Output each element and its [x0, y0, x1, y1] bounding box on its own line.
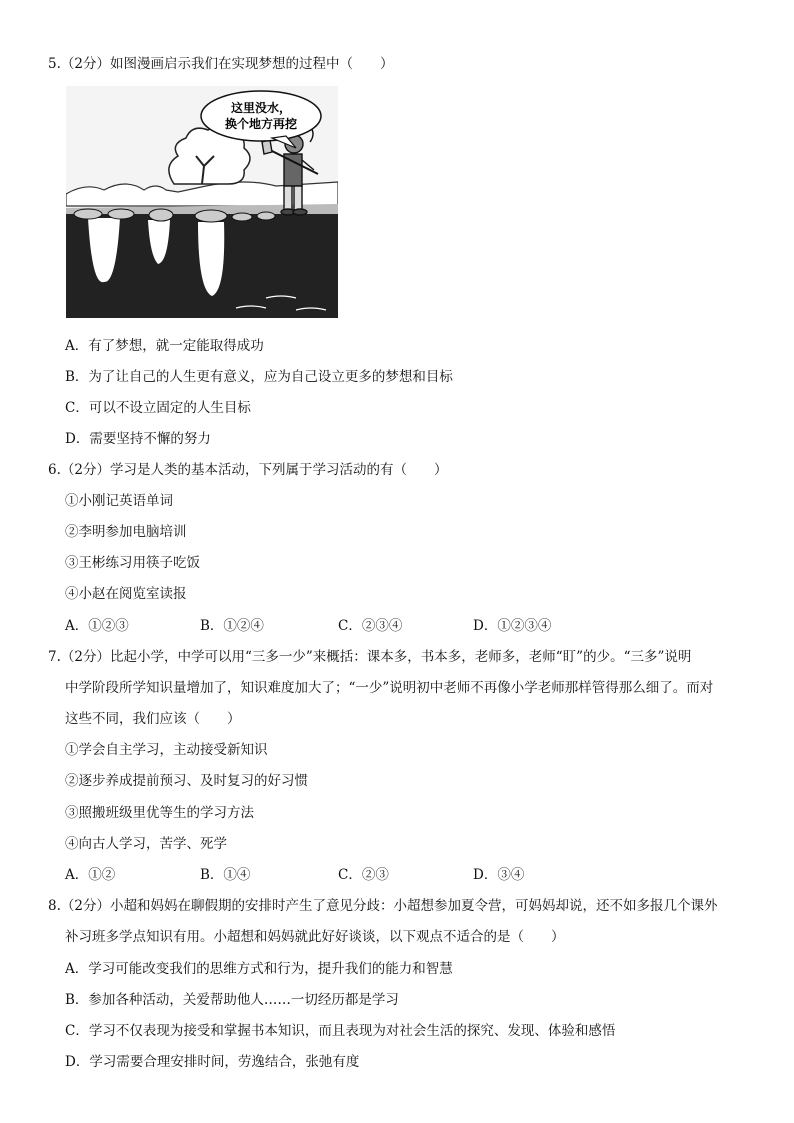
q6-option-a: A．①②③ — [65, 618, 129, 634]
q7-options-row — [65, 866, 765, 884]
q7-item-4: ④向古人学习，苦学、死学 — [65, 836, 227, 852]
q5-option-d: D．需要坚持不懈的努力 — [65, 431, 211, 447]
q8-option-a: A．学习可能改变我们的思维方式和行为，提升我们的能力和智慧 — [65, 961, 453, 977]
q7-option-a: A．①② — [65, 867, 116, 883]
q8-option-c: C．学习不仅表现为接受和掌握书本知识，而且表现为对社会生活的探究、发现、体验和感悟 — [65, 1023, 616, 1039]
q6-item-2: ②李明参加电脑培训 — [65, 524, 187, 540]
q7-option-d: D．③④ — [473, 867, 525, 883]
q8-option-b: B．参加各种活动，关爱帮助他人……一切经历都是学习 — [65, 992, 399, 1008]
q7-item-2: ②逐步养成提前预习、及时复习的好习惯 — [65, 773, 308, 789]
q5-stem: 5.（2分）如图漫画启示我们在实现梦想的过程中（ ） — [48, 56, 394, 72]
q6-item-3: ③王彬练习用筷子吃饭 — [65, 555, 200, 571]
q7-stem-line-1: 7.（2分）比起小学，中学可以用“三多一少”来概括：课本多，书本多，老师多，老师“盯”的少。“三多”说明 — [48, 649, 692, 665]
q6-stem: 6.（2分）学习是人类的基本活动，下列属于学习活动的有（ ） — [48, 462, 448, 478]
q6-options-row — [65, 617, 765, 635]
q5-option-b: B．为了让自己的人生更有意义，应为自己设立更多的梦想和目标 — [65, 369, 453, 385]
q8-stem-line-1: 8.（2分）小超和妈妈在聊假期的安排时产生了意见分歧：小超想参加夏令营，可妈妈却说，还不如多报几个课外 — [48, 898, 718, 914]
q6-option-b: B．①②④ — [200, 618, 264, 634]
q7-stem-line-2: 中学阶段所学知识量增加了，知识难度加大了；“一少”说明初中老师不再像小学老师那样管得那么细了。而对 — [65, 680, 714, 696]
q6-option-c: C．②③④ — [338, 618, 403, 634]
bubble-line-2: 换个地方再挖 — [224, 117, 298, 131]
q6-option-d: D．①②③④ — [473, 618, 552, 634]
q7-option-b: B．①④ — [200, 867, 251, 883]
q7-stem-line-3: 这些不同，我们应该（ ） — [65, 711, 241, 727]
q8-option-d: D．学习需要合理安排时间，劳逸结合，张弛有度 — [65, 1054, 360, 1070]
q8-stem-line-2: 补习班多学点知识有用。小超想和妈妈就此好好谈谈，以下观点不适合的是（ ） — [65, 929, 565, 945]
q5-option-a: A．有了梦想，就一定能取得成功 — [65, 338, 264, 354]
q5-option-c: C．可以不设立固定的人生目标 — [65, 400, 251, 416]
q6-item-1: ①小刚记英语单词 — [65, 493, 173, 509]
q7-option-c: C．②③ — [338, 867, 389, 883]
cartoon-image — [66, 86, 338, 318]
bubble-line-1: 这里没水， — [230, 101, 292, 115]
q7-item-1: ①学会自主学习，主动接受新知识 — [65, 742, 268, 758]
q6-item-4: ④小赵在阅览室读报 — [65, 586, 187, 602]
q7-item-3: ③照搬班级里优等生的学习方法 — [65, 805, 254, 821]
